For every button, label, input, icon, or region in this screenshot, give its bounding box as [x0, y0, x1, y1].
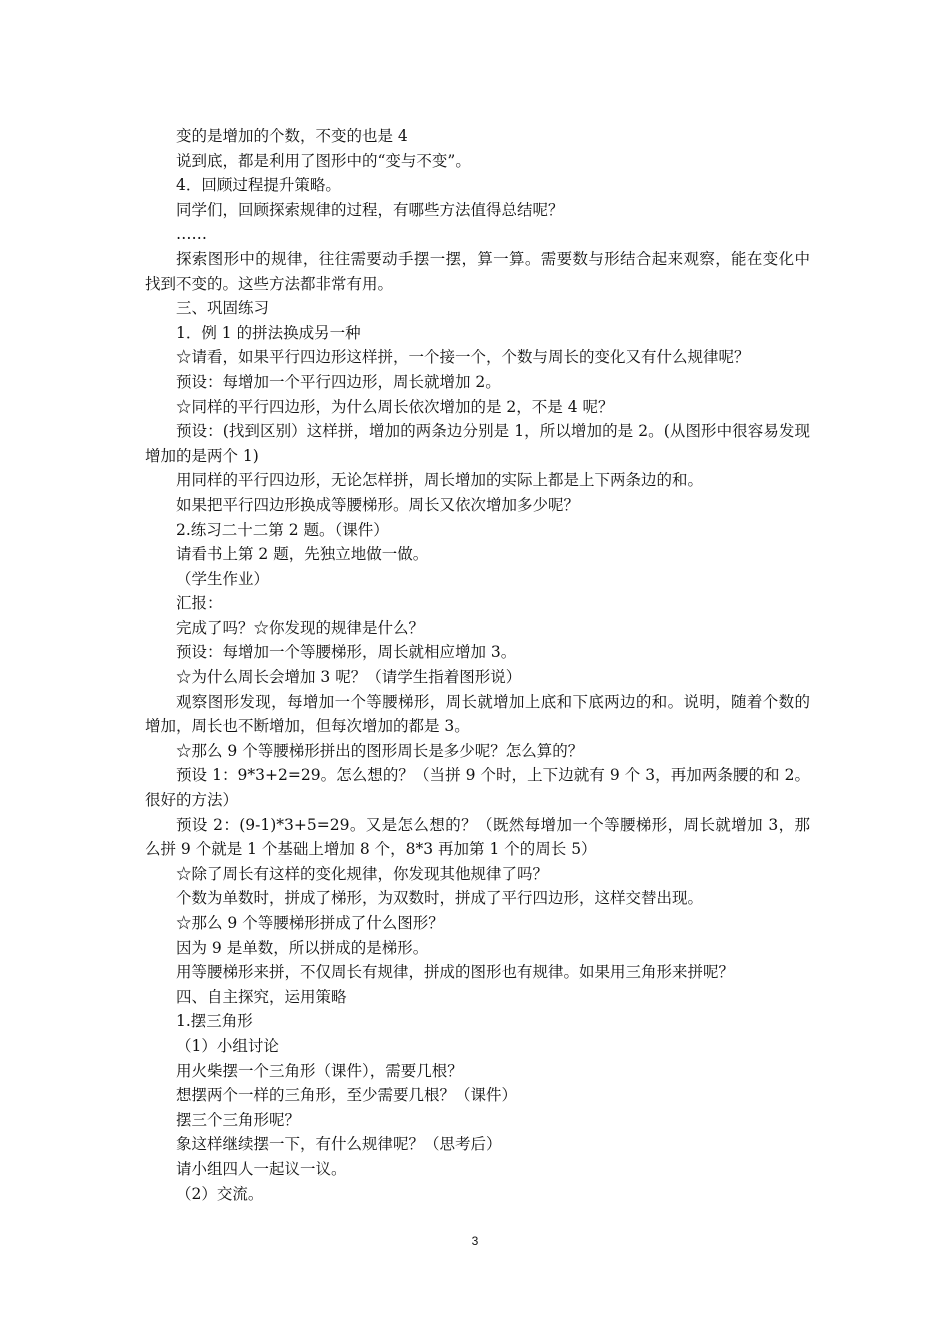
paragraph: 同学们，回顾探索规律的过程，有哪些方法值得总结呢？ — [176, 200, 564, 219]
paragraph: 因为 9 是单数，所以拼成的是梯形。 — [176, 938, 429, 957]
paragraph: ☆为什么周长会增加 3 呢？（请学生指着图形说） — [176, 668, 522, 687]
paragraph: 摆三个三角形呢？ — [176, 1110, 301, 1129]
paragraph: 1.摆三角形 — [176, 1012, 253, 1031]
paragraph: 预设 2：(9-1)*3+5=29。又是怎么想的？（既然每增加一个等腰梯形，周长就增加 3，那么拼 9 个就是 1 个基础上增加 8 个，8*3 再加第 1 个的周长 5） — [145, 815, 810, 859]
paragraph: 1．例 1 的拼法换成另一种 — [176, 323, 361, 342]
paragraph: 探索图形中的规律，往往需要动手摆一摆，算一算。需要数与形结合起来观察，能在变化中找到不变的。这些方法都非常有用。 — [145, 249, 810, 293]
paragraph: （学生作业） — [176, 569, 270, 588]
paragraph: 预设 1：9*3+2=29。怎么想的？（当拼 9 个时，上下边就有 9 个 3，再加两条腰的和 2。很好的方法） — [145, 766, 810, 810]
paragraph: （1）小组讨论 — [176, 1036, 279, 1055]
paragraph: 汇报： — [176, 594, 223, 613]
paragraph: 完成了吗？☆你发现的规律是什么？ — [176, 618, 425, 637]
paragraph: 4．回顾过程提升策略。 — [176, 176, 341, 195]
paragraph: 个数为单数时，拼成了梯形，为双数时，拼成了平行四边形，这样交替出现。 — [176, 889, 704, 908]
section-heading: 四、自主探究，运用策略 — [176, 987, 347, 1006]
paragraph: ☆除了周长有这样的变化规律，你发现其他规律了吗？ — [176, 864, 549, 883]
paragraph: …… — [176, 225, 207, 244]
paragraph: 变的是增加的个数，不变的也是 4 — [176, 127, 408, 145]
paragraph: 如果把平行四边形换成等腰梯形。周长又依次增加多少呢？ — [176, 495, 580, 514]
paragraph: 观察图形发现，每增加一个等腰梯形，周长就增加上底和下底两边的和。说明，随着个数的增加，周长也不断增加，但每次增加的都是 3。 — [145, 692, 810, 736]
paragraph: 预设：每增加一个平行四边形，周长就增加 2。 — [176, 372, 501, 391]
paragraph: 用同样的平行四边形，无论怎样拼，周长增加的实际上都是上下两条边的和。 — [176, 471, 704, 490]
paragraph: 请小组四人一起议一议。 — [176, 1159, 347, 1178]
document-body — [145, 124, 810, 1206]
paragraph: 想摆两个一样的三角形，至少需要几根？（课件） — [176, 1086, 518, 1105]
section-heading: 三、巩固练习 — [176, 299, 270, 318]
paragraph: 预设：(找到区别）这样拼，增加的两条边分别是 1，所以增加的是 2。(从图形中很容易发现增加的是两个 1) — [145, 422, 810, 465]
page-number: 3 — [471, 1234, 479, 1248]
paragraph: ☆那么 9 个等腰梯形拼出的图形周长是多少呢？怎么算的？ — [176, 741, 584, 760]
paragraph: ☆同样的平行四边形，为什么周长依次增加的是 2，不是 4 呢？ — [176, 397, 614, 416]
paragraph: 象这样继续摆一下，有什么规律呢？（思考后） — [176, 1135, 502, 1154]
paragraph: （2）交流。 — [176, 1184, 264, 1203]
paragraph: ☆请看，如果平行四边形这样拼，一个接一个，个数与周长的变化又有什么规律呢？ — [176, 348, 750, 367]
paragraph: 请看书上第 2 题，先独立地做一做。 — [176, 545, 429, 564]
paragraph: 说到底，都是利用了图形中的“变与不变”。 — [176, 151, 471, 170]
paragraph: ☆那么 9 个等腰梯形拼成了什么图形？ — [176, 914, 444, 932]
paragraph: 预设：每增加一个等腰梯形，周长就相应增加 3。 — [176, 643, 517, 662]
paragraph: 用火柴摆一个三角形（课件），需要几根？ — [176, 1061, 463, 1080]
paragraph: 2.练习二十二第 2 题。（课件） — [176, 520, 389, 539]
paragraph: 用等腰梯形来拼，不仅周长有规律，拼成的图形也有规律。如果用三角形来拼呢？ — [176, 963, 735, 982]
